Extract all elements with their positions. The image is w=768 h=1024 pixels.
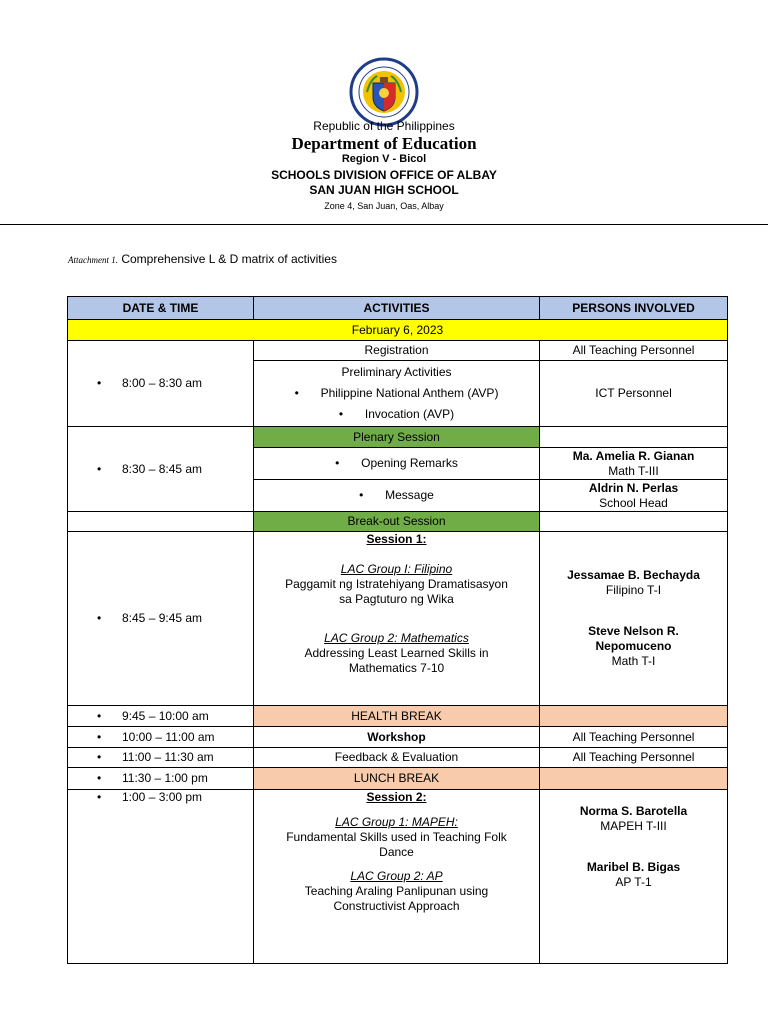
session1-group1-topic: Paggamit ng Istratehiyang Dramatisasyon [285,577,508,591]
table-row [68,532,728,706]
deped-seal-logo [349,57,419,127]
header-divider [0,224,768,225]
republic-line: Republic of the Philippines [313,119,455,133]
opening-speaker: Ma. Amelia R. Gianan [572,448,695,463]
activity-feedback: Feedback & Evaluation [254,748,540,768]
table-row [68,706,728,727]
date-row [68,320,728,341]
table-row [68,427,728,448]
person-opening [540,448,728,480]
session2-group2: LAC Group 2: AP [350,869,443,883]
session1-persons: Jessamae B. Bechayda Filipino T-I Steve Nelson R. Nepomuceno Math T-I [540,532,728,706]
session1-group2-topic: Addressing Least Learned Skills in [304,646,489,660]
division-line: SCHOOLS DIVISION OFFICE OF ALBAY [271,168,497,182]
activity-message: • Message [254,480,540,512]
person-preliminary: ICT Personnel [540,361,728,427]
school-name: SAN JUAN HIGH SCHOOL [309,183,459,197]
header-date-time: DATE & TIME [68,297,254,320]
activity-opening: • Opening Remarks [254,448,540,480]
session2-person1-name: Norma S. Barotella [579,804,688,818]
table-row [68,768,728,790]
session1-person1-name: Jessamae B. Bechayda [567,568,700,582]
preliminary-label: Preliminary Activities [341,365,452,379]
session1-activities: Session 1: LAC Group I: Filipino Paggamit ng Istratehiyang Dramatisasyon sa Pagtuturo ng Wika LAC Group 2: Mathematics Addressing Least Learned Skills in Mathematics 7-10 [254,532,540,706]
message-speaker: Aldrin N. Perlas [588,480,679,495]
time-cell: • 8:00 – 8:30 am [68,341,254,427]
region-line: Region V - Bicol [341,153,427,165]
session2-person2-name: Maribel B. Bigas [586,860,681,874]
health-break-band: HEALTH BREAK [254,706,540,727]
breakout-session-band: Break-out Session [254,512,540,532]
table-row [68,790,728,964]
attachment-caption [68,252,337,266]
table-header-row [68,297,728,320]
session1-person2-role: Math T-I [611,654,656,668]
person-message [540,480,728,512]
session2-group1-topic: Fundamental Skills used in Teaching Folk [286,830,507,844]
department-title: Department of Education [291,134,477,153]
empty-cell [540,512,728,532]
activity-registration: Registration [254,341,540,361]
lunch-break-band: LUNCH BREAK [254,768,540,790]
time-cell: • 10:00 – 11:00 am [68,727,254,748]
session1-person2-name: Steve Nelson R. [588,624,679,638]
time-cell: • 11:30 – 1:00 pm [68,768,254,790]
time-cell: • 8:30 – 8:45 am [68,427,254,512]
time-cell: • 8:45 – 9:45 am [68,532,254,706]
header-activities: ACTIVITIES [254,297,540,320]
session2-person1-role: MAPEH T-III [600,819,667,833]
table-row [68,727,728,748]
time-cell: • 1:00 – 3:00 pm [68,790,254,964]
date-cell: February 6, 2023 [68,320,728,341]
session2-group2-topic: Teaching Araling Panlipunan using [304,884,489,898]
person-workshop: All Teaching Personnel [540,727,728,748]
table-row [68,512,728,532]
attachment-label: Attachment 1. [68,255,118,265]
empty-cell [540,427,728,448]
session2-activities: Session 2: LAC Group 1: MAPEH: Fundamental Skills used in Teaching Folk Dance LAC Group 2: AP Teaching Araling Panlipunan using Constructivist Approach [254,790,540,964]
plenary-session-band: Plenary Session [254,427,540,448]
person-feedback: All Teaching Personnel [540,748,728,768]
person-registration: All Teaching Personnel [540,341,728,361]
session1-group2: LAC Group 2: Mathematics [324,631,469,645]
empty-cell [68,512,254,532]
school-address: Zone 4, San Juan, Oas, Albay [324,201,444,211]
table-row [68,748,728,768]
session1-title: Session 1: [366,532,427,546]
anthem-item: • Philippine National Anthem (AVP) [295,383,499,404]
activities-matrix-table [67,296,728,964]
session2-group1: LAC Group 1: MAPEH: [335,815,458,829]
session2-person2-role: AP T-1 [615,875,652,889]
session1-group1: LAC Group I: Filipino [340,562,453,576]
health-break-band-end [540,706,728,727]
session1-person1-role: Filipino T-I [605,583,662,597]
time-cell: • 11:00 – 11:30 am [68,748,254,768]
header-persons: PERSONS INVOLVED [540,297,728,320]
opening-role: Math T-III [608,463,659,478]
table-row [68,341,728,361]
invocation-item: • Invocation (AVP) [339,404,454,425]
time-cell: • 9:45 – 10:00 am [68,706,254,727]
message-role: School Head [599,495,668,510]
activity-workshop: Workshop [254,727,540,748]
session2-title: Session 2: [366,790,427,804]
attachment-title: Comprehensive L & D matrix of activities [121,252,337,266]
activity-preliminary [254,361,540,427]
session2-persons [540,790,728,964]
lunch-break-band-end [540,768,728,790]
